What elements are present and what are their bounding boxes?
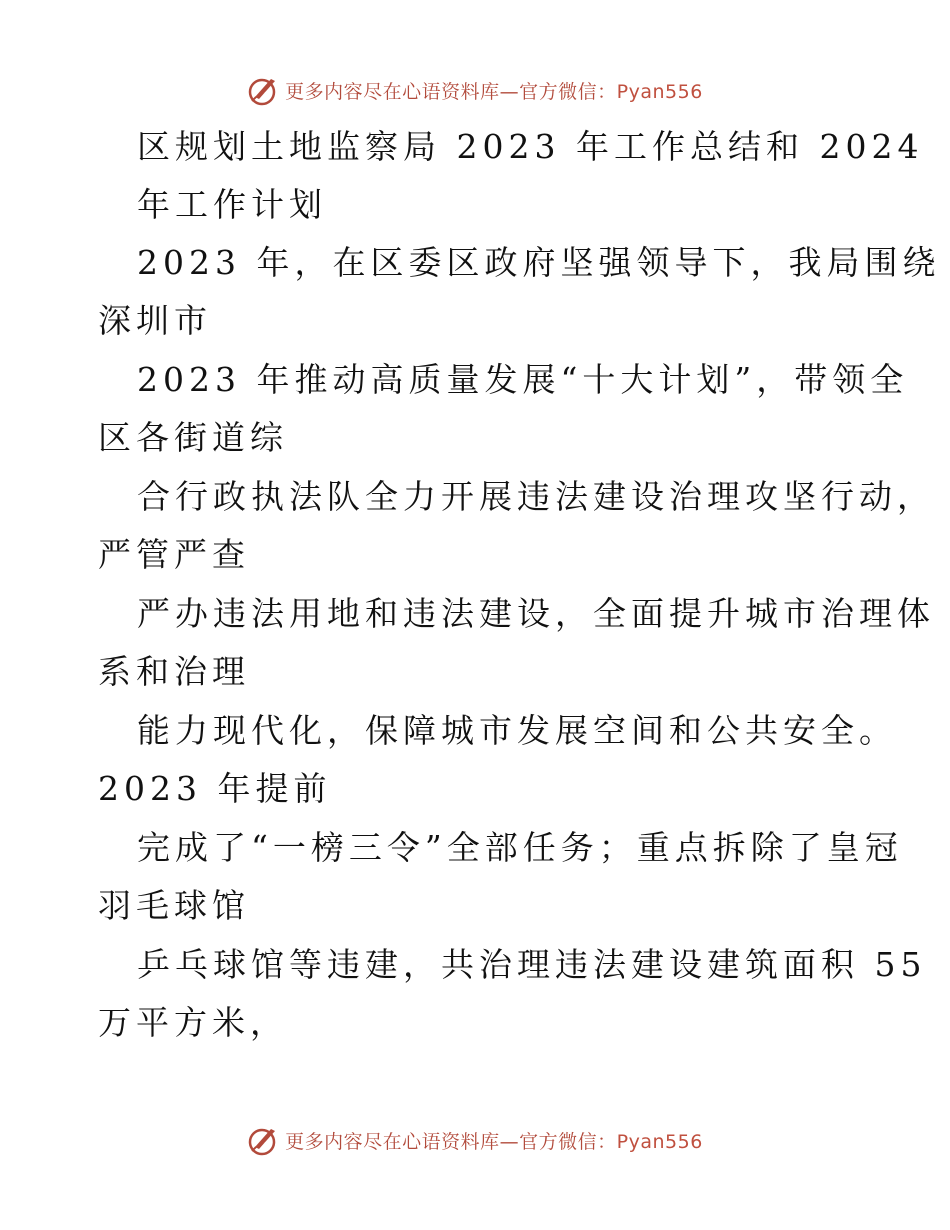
footer-watermark [0,1120,950,1160]
paragraph-line: 严管严查 [98,535,250,574]
paragraph-line: 2023 年推动高质量发展“十大计划”，带领全 [137,360,909,399]
quill-pen-logo-icon [247,1123,281,1157]
document-title-line-1: 区规划土地监察局 2023 年工作总结和 2024 [137,127,924,166]
watermark-id: Pyan556 [616,80,703,103]
document-title-line-2: 年工作计划 [137,185,327,224]
header-watermark [0,70,950,110]
quill-pen-logo-icon [247,73,281,107]
watermark-text: 更多内容尽在心语资料库—官方微信：Pyan556 [285,1130,703,1153]
watermark-id: Pyan556 [616,1130,703,1153]
paragraph-line: 2023 年提前 [98,769,332,808]
paragraph-line: 万平方米， [98,1003,288,1042]
paragraph-line: 乒乓球馆等违建，共治理违法建设建筑面积 55 [137,945,927,984]
paragraph-line: 深圳市 [98,301,212,340]
paragraph-line: 合行政执法队全力开展违法建设治理攻坚行动， [137,477,935,516]
paragraph-line: 系和治理 [98,652,250,691]
paragraph-line: 能力现代化，保障城市发展空间和公共安全。 [137,711,897,750]
paragraph-line: 严办违法用地和违法建设，全面提升城市治理体 [137,594,935,633]
paragraph-line: 区各街道综 [98,418,288,457]
paragraph-line: 2023 年，在区委区政府坚强领导下，我局围绕 [137,243,941,282]
paragraph-line: 羽毛球馆 [98,886,250,925]
watermark-text: 更多内容尽在心语资料库—官方微信：Pyan556 [285,80,703,103]
paragraph-line: 完成了“一榜三令”全部任务；重点拆除了皇冠 [137,828,903,867]
